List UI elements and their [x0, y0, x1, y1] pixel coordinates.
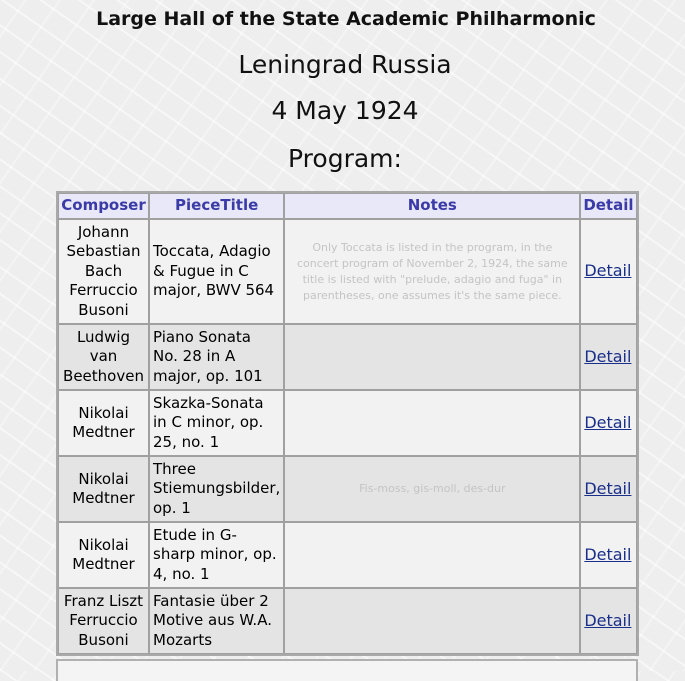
detail-cell — [580, 588, 636, 654]
table-row — [58, 522, 637, 588]
piece-title-cell-line: major, BWV 564 — [153, 281, 275, 300]
notes-cell — [284, 324, 580, 390]
detail-cell — [580, 456, 636, 522]
piece-title-cell-line: Skazka-Sonata — [153, 393, 264, 412]
detail-cell — [580, 324, 636, 390]
piece-title-cell-line: Stiemungsbilder, — [153, 479, 281, 498]
composer-cell-line: Beethoven — [63, 366, 144, 385]
composer-cell — [58, 522, 149, 588]
notes-cell — [284, 456, 580, 522]
piece-title-cell — [149, 219, 284, 324]
composer-cell — [58, 324, 149, 390]
piece-title-cell-line: 25, no. 1 — [153, 432, 220, 451]
composer-cell-line: Nikolai — [78, 403, 129, 422]
piece-title-cell — [149, 324, 284, 390]
piece-title-cell-line: Piano Sonata — [153, 327, 251, 346]
composer-cell — [58, 390, 149, 456]
composer-cell-line: Franz Liszt — [63, 591, 144, 610]
piece-title-cell-line: Toccata, Adagio — [153, 242, 271, 261]
piece-title-cell-line: Mozarts — [153, 630, 213, 649]
program-table — [56, 191, 639, 656]
table-footer — [56, 659, 638, 681]
composer-cell-line: Ferruccio — [69, 611, 138, 630]
piece-title-cell — [149, 456, 284, 522]
table-row — [58, 588, 637, 654]
detail-cell — [580, 522, 636, 588]
detail-link[interactable]: Detail — [584, 610, 632, 630]
detail-link[interactable]: Detail — [584, 478, 632, 498]
notes-cell-line: Fis-moss, gis-moll, des-dur — [359, 482, 506, 495]
notes-cell-line: parentheses, one assumes it's the same piece. — [303, 288, 562, 302]
piece-title-cell — [149, 390, 284, 456]
column-header-piece-title[interactable]: PieceTitle — [149, 193, 284, 219]
detail-link[interactable]: Detail — [584, 346, 632, 366]
composer-cell-line: van — [89, 347, 118, 366]
composer-cell-line: Medtner — [72, 489, 135, 507]
date-heading: 4 May 1924 — [271, 96, 419, 125]
piece-title-cell — [149, 522, 284, 588]
composer-cell-line: Nikolai — [78, 469, 129, 488]
piece-title-cell-line: 4, no. 1 — [153, 564, 210, 583]
piece-title-cell-line: Fantasie über 2 — [153, 591, 269, 610]
detail-link[interactable]: Detail — [584, 544, 632, 564]
composer-cell-line: Ludwig — [76, 327, 131, 346]
notes-cell-line: title is listed with "prelude, adagio and fuga" in — [302, 272, 563, 286]
piece-title-cell-line: & Fugue in C — [153, 261, 249, 280]
piece-title-cell-line: Motive aus W.A. — [153, 611, 272, 630]
detail-cell — [580, 390, 636, 456]
detail-link[interactable]: Detail — [584, 412, 632, 432]
piece-title-cell-line: Etude in G- — [153, 525, 237, 544]
notes-cell-line: concert program of November 2, 1924, the same — [296, 256, 568, 270]
piece-title-cell-line: sharp minor, op. — [153, 545, 277, 564]
detail-cell — [580, 219, 636, 324]
piece-title-cell-line: op. 1 — [153, 498, 191, 517]
table-row — [58, 219, 637, 324]
notes-cell — [284, 219, 580, 324]
column-header-composer[interactable]: Composer — [58, 193, 149, 219]
composer-cell-line: Medtner — [72, 423, 135, 441]
composer-cell-line: Bach — [84, 261, 123, 280]
table-row — [58, 324, 637, 390]
table-row — [58, 390, 637, 456]
composer-cell-line: Medtner — [72, 555, 135, 573]
notes-cell — [284, 390, 580, 456]
piece-title-cell-line: in C minor, op. — [153, 413, 264, 432]
program-heading: Program: — [288, 144, 402, 173]
notes-cell — [284, 588, 580, 654]
column-header-notes[interactable]: Notes — [284, 193, 580, 219]
composer-cell — [58, 588, 149, 654]
composer-cell-line: Johann — [77, 222, 130, 241]
piece-title-cell — [149, 588, 284, 654]
city-heading: Leningrad Russia — [238, 50, 452, 79]
notes-cell — [284, 522, 580, 588]
composer-cell-line: Ferruccio — [69, 281, 138, 300]
composer-cell — [58, 456, 149, 522]
composer-cell-line: Sebastian — [66, 242, 141, 261]
column-header-detail[interactable]: Detail — [580, 193, 636, 219]
table-header-row — [58, 193, 637, 219]
composer-cell-line: Nikolai — [78, 535, 129, 554]
composer-cell-line: Busoni — [78, 630, 129, 649]
composer-cell — [58, 219, 149, 324]
table-row — [58, 456, 637, 522]
piece-title-cell-line: No. 28 in A — [153, 347, 236, 366]
composer-cell-line: Busoni — [78, 300, 129, 319]
notes-cell-line: Only Toccata is listed in the program, in the — [312, 240, 553, 254]
piece-title-cell-line: major, op. 101 — [153, 366, 263, 385]
piece-title-cell-line: Three — [153, 459, 196, 478]
hall-title: Large Hall of the State Academic Philharmonic — [96, 8, 596, 30]
detail-link[interactable]: Detail — [584, 261, 632, 281]
